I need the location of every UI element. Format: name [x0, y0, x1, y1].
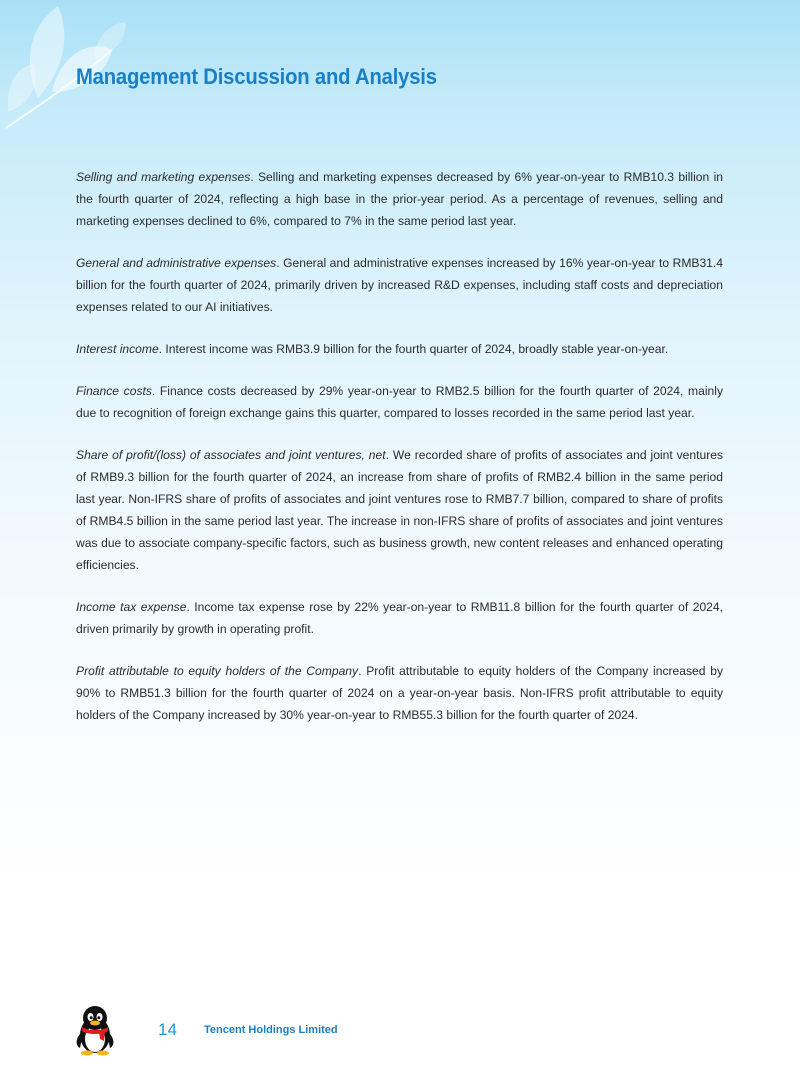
- paragraph-interest-income: [76, 338, 723, 360]
- qq-penguin-icon: [74, 1004, 116, 1056]
- paragraph-lead: Profit attributable to equity holders of the Company: [76, 664, 359, 678]
- paragraph-lead: Finance costs: [76, 384, 152, 398]
- paragraph-text: . We recorded share of profits of associates and joint ventures of RMB9.3 billion for the fourth quarter of 2024, an increase from share of profits of RMB2.4 billion in the same period last year. Non-IFRS share of profits of associates and joint ventures rose to RMB7.7 billion, compared to share of profits of RMB4.5 billion in the same period last year. The increase in non-IFRS share of profits of associates and joint ventures was due to associate company-specific factors, such as business growth, new content releases and enhanced operating efficiencies.: [76, 448, 723, 572]
- paragraph-profit-attributable: [76, 660, 723, 726]
- paragraph-text: . General and administrative expenses increased by 16% year-on-year to RMB31.4 billion for the fourth quarter of 2024, primarily driven by increased R&D expenses, including staff costs and depreciation expenses related to our AI initiatives.: [76, 256, 723, 314]
- paragraph-text: . Profit attributable to equity holders of the Company increased by 90% to RMB51.3 billion for the fourth quarter of 2024 on a year-on-year basis. Non-IFRS profit attributable to equity holders of the Company increased by 30% year-on-year to RMB55.3 billion for the fourth quarter of 2024.: [76, 664, 723, 722]
- paragraph-general-admin: [76, 252, 723, 318]
- paragraph-text: . Income tax expense rose by 22% year-on-year to RMB11.8 billion for the fourth quarter of 2024, driven primarily by growth in operating profit.: [76, 600, 723, 636]
- page-footer: [74, 1004, 394, 1056]
- paragraph-share-of-profit: [76, 444, 723, 576]
- paragraph-lead: General and administrative expenses: [76, 256, 277, 270]
- paragraph-lead: Income tax expense: [76, 600, 187, 614]
- page-title: Management Discussion and Analysis: [76, 64, 437, 89]
- paragraph-text: . Selling and marketing expenses decreased by 6% year-on-year to RMB10.3 billion in the fourth quarter of 2024, reflecting a high base in the prior-year period. As a percentage of revenues, selling and marketing expenses declined to 6%, compared to 7% in the same period last year.: [76, 170, 723, 228]
- paragraph-finance-costs: [76, 380, 723, 424]
- company-name: Tencent Holdings Limited: [204, 1024, 338, 1036]
- paragraph-text: . Interest income was RMB3.9 billion for the fourth quarter of 2024, broadly stable year-on-year.: [158, 342, 669, 356]
- page-number: 14: [158, 1020, 177, 1039]
- paragraph-selling-marketing: [76, 166, 723, 232]
- document-body: [76, 166, 723, 746]
- paragraph-lead: Share of profit/(loss) of associates and joint ventures, net: [76, 448, 386, 462]
- paragraph-lead: Interest income: [76, 342, 159, 356]
- paragraph-lead: Selling and marketing expenses: [76, 170, 251, 184]
- paragraph-income-tax: [76, 596, 723, 640]
- paragraph-text: . Finance costs decreased by 29% year-on-year to RMB2.5 billion for the fourth quarter of 2024, mainly due to recognition of foreign exchange gains this quarter, compared to losses recorded in the same period last year.: [76, 384, 723, 420]
